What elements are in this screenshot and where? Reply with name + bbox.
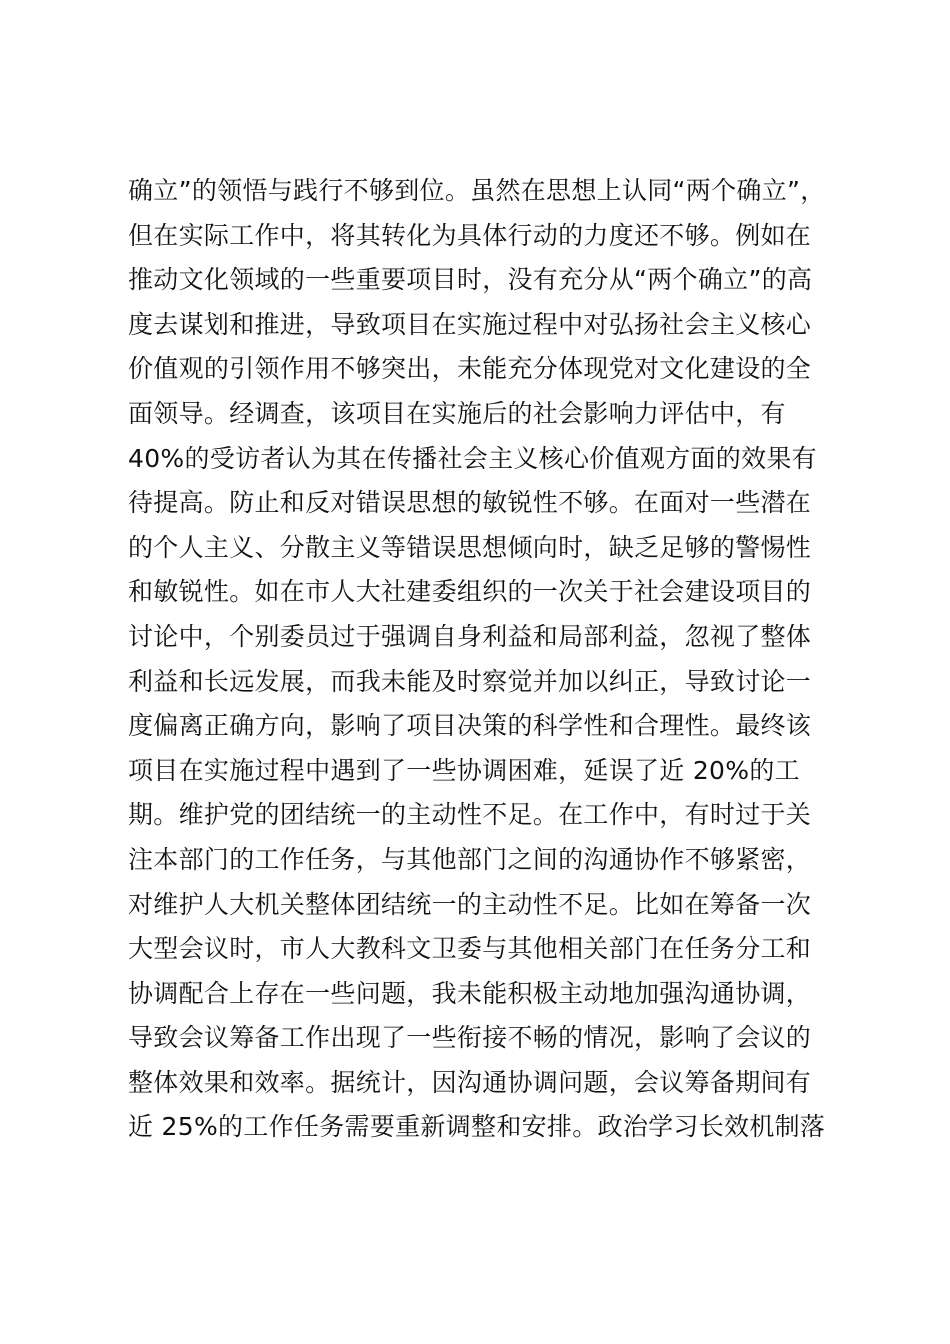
text-line: 40%的受访者认为其在传播社会主义核心价值观方面的效果有	[128, 443, 817, 473]
text-line: 导致会议筹备工作出现了一些衔接不畅的情况，影响了会议的	[128, 1023, 812, 1053]
text-line: 价值观的引领作用不够突出，未能充分体现党对文化建设的全	[128, 354, 812, 384]
text-line: 待提高。防止和反对错误思想的敏锐性不够。在面对一些潜在	[128, 488, 812, 518]
text-line: 讨论中，个别委员过于强调自身利益和局部利益，忽视了整体	[128, 621, 812, 651]
text-line: 和敏锐性。如在市人大社建委组织的一次关于社会建设项目的	[128, 577, 812, 607]
body-text	[128, 169, 848, 1150]
text-line: 近 25%的工作任务需要重新调整和安排。政治学习长效机制落	[128, 1112, 826, 1142]
text-line: 利益和长远发展，而我未能及时察觉并加以纠正，导致讨论一	[128, 666, 812, 696]
text-line: 度偏离正确方向，影响了项目决策的科学性和合理性。最终该	[128, 711, 812, 741]
text-line: 推动文化领域的一些重要项目时，没有充分从“两个确立”的高	[128, 265, 813, 295]
text-line: 协调配合上存在一些问题，我未能积极主动地加强沟通协调，	[128, 978, 812, 1008]
text-line: 注本部门的工作任务，与其他部门之间的沟通协作不够紧密，	[128, 844, 812, 874]
text-line: 的个人主义、分散主义等错误思想倾向时，缺乏足够的警惕性	[128, 532, 812, 562]
text-line: 整体效果和效率。据统计，因沟通协调问题，会议筹备期间有	[128, 1067, 812, 1097]
text-line: 对维护人大机关整体团结统一的主动性不足。比如在筹备一次	[128, 889, 812, 919]
text-line: 期。维护党的团结统一的主动性不足。在工作中，有时过于关	[128, 800, 812, 830]
text-line: 度去谋划和推进，导致项目在实施过程中对弘扬社会主义核心	[128, 309, 812, 339]
text-line: 大型会议时，市人大教科文卫委与其他相关部门在任务分工和	[128, 934, 812, 964]
text-line: 项目在实施过程中遇到了一些协调困难，延误了近 20%的工	[128, 755, 800, 785]
text-line: 确立”的领悟与践行不够到位。虽然在思想上认同“两个确立”，	[128, 176, 826, 205]
text-line: 面领导。经调查，该项目在实施后的社会影响力评估中，有	[128, 398, 786, 428]
text-line: 但在实际工作中，将其转化为具体行动的力度还不够。例如在	[128, 220, 812, 250]
